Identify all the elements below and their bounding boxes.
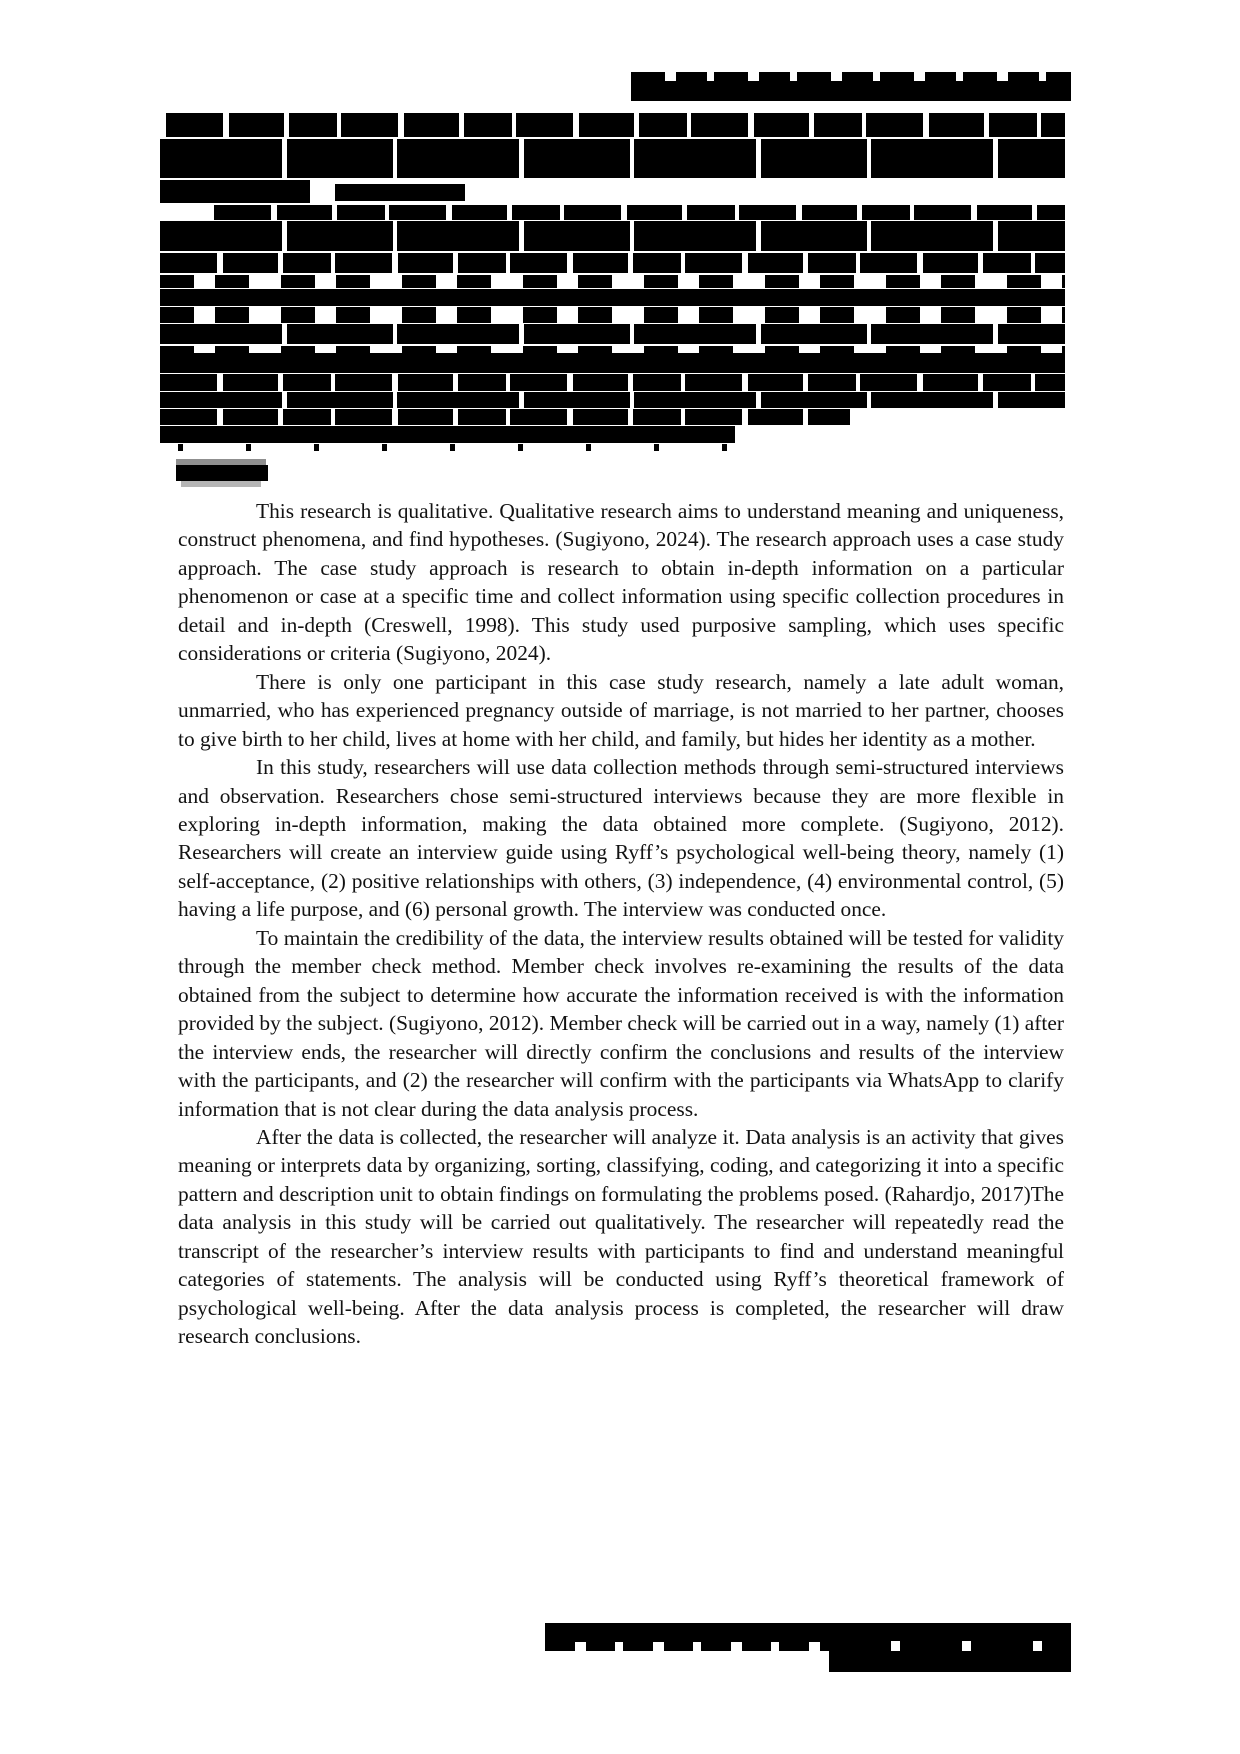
document-body: [178, 497, 1064, 1351]
redacted-text-block: [160, 180, 310, 203]
redacted-descender-fragments: [178, 444, 738, 451]
redacted-text-block: [160, 353, 1065, 373]
redacted-text-block: [335, 184, 465, 201]
body-paragraph: After the data is collected, the researcher will analyze it. Data analysis is an activity that gives meaning or interprets data by organizing, sorting, classifying, coding, and categorizing it into a specific pattern and description unit to obtain findings on formulating the problems posed. (Rahardjo, 2017)The data analysis in this study will be carried out qualitatively. The researcher will repeatedly read the transcript of the researcher’s interview results with participants to find and understand meaningful categories of statements. The analysis will be conducted using Ryff’s theoretical framework of psychological well-being. After the data analysis process is completed, the researcher will draw research conclusions.: [178, 1124, 1064, 1349]
redacted-text-block: [160, 374, 1065, 391]
redacted-text-block: [160, 221, 1065, 251]
redacted-text-block: [160, 324, 1065, 344]
redacted-text-block: [160, 426, 735, 443]
body-paragraph: To maintain the credibility of the data, the interview results obtained will be tested for validity through the member check method. Member check involves re-examining the results of the data obtained from the subject to determine how accurate the information received is with the information provided by the subject. (Sugiyono, 2012). Member check will be carried out in a way, namely (1) after the interview ends, the researcher will directly confirm the conclusions and results of the interview with the participants, and (2) the researcher will confirm with the participants via WhatsApp to clarify information that is not clear during the data analysis process.: [178, 925, 1064, 1121]
redacted-text-block: [160, 289, 1065, 306]
redacted-text-block: [160, 275, 1065, 288]
redacted-running-head: [631, 72, 1071, 101]
redacted-footer-block: [829, 1623, 1071, 1672]
smudge-mark: [181, 481, 261, 487]
redacted-text-block: [160, 346, 1065, 353]
redacted-footer-block: [545, 1623, 829, 1651]
body-paragraph: There is only one participant in this case study research, namely a late adult woman, unmarried, who has experienced pregnancy outside of marriage, is not married to her partner, chooses to give birth to her child, lives at home with her child, and family, but hides her identity as a mother.: [178, 669, 1064, 751]
redacted-text-block: [160, 409, 850, 425]
redacted-text-block: [166, 113, 1065, 137]
redacted-title-block: [160, 139, 1065, 178]
redacted-text-block: [160, 392, 1065, 408]
redacted-text-block: [160, 307, 1065, 323]
redacted-heading-block: [176, 465, 268, 481]
redacted-text-block: [160, 253, 1065, 273]
redacted-text-block: [214, 205, 1065, 220]
body-paragraph: This research is qualitative. Qualitative research aims to understand meaning and uniqueness, construct phenomena, and find hypotheses. (Sugiyono, 2024). The research approach uses a case study approach. The case study approach is research to obtain in-depth information on a particular phenomenon or case at a specific time and collect information using specific collection procedures in detail and in-depth (Creswell, 1998). This study used purposive sampling, which uses specific considerations or criteria (Sugiyono, 2024).: [178, 499, 1064, 666]
body-paragraph: In this study, researchers will use data collection methods through semi-structured interviews and observation. Researchers chose semi-structured interviews because they are more flexible in exploring in-depth information, making the data obtained more complete. (Sugiyono, 2012). Researchers will create an interview guide using Ryff’s psychological well-being theory, namely (1) self-acceptance, (2) positive relationships with others, (3) independence, (4) environmental control, (5) having a life purpose, and (6) personal growth. The interview was conducted once.: [178, 755, 1064, 922]
